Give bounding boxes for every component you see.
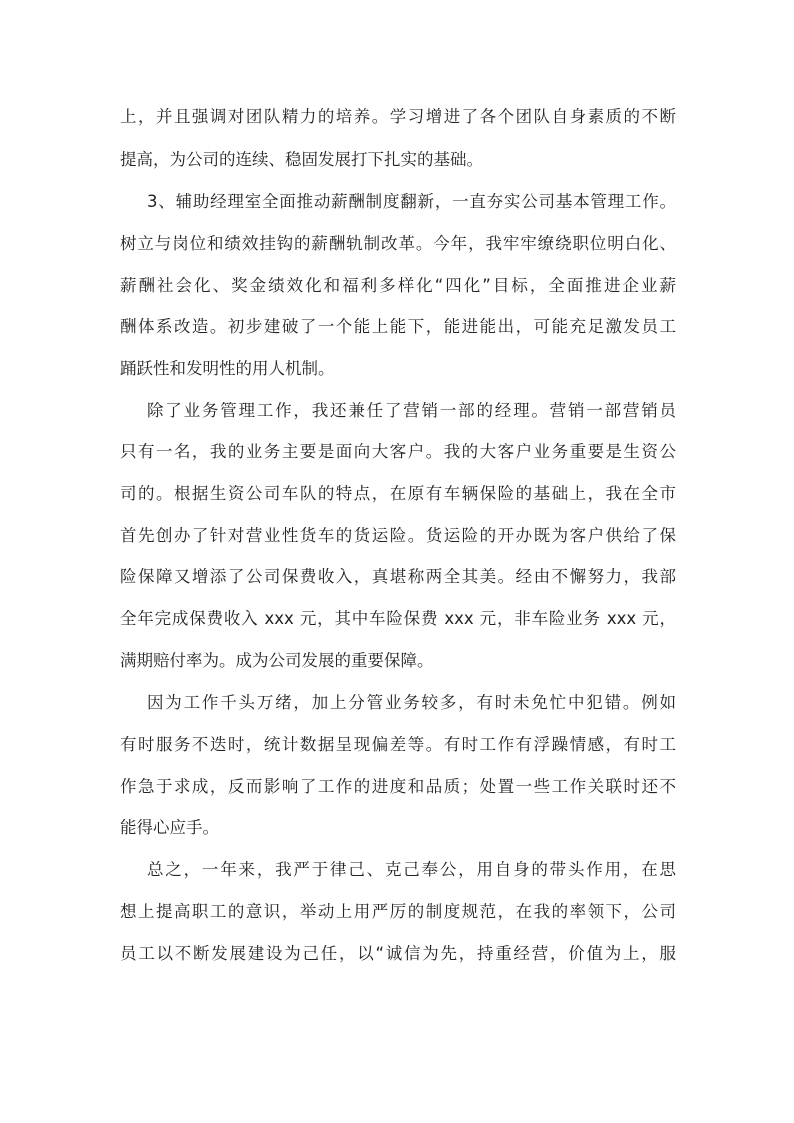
text-line: 除了业务管理工作，我还兼任了营销一部的经理。营销一部营销员 xyxy=(147,401,676,420)
text-line: 司的。根据生资公司车队的特点，在原有车辆保险的基础上，我在全市 xyxy=(120,484,676,503)
text-line: 踊跃性和发明性的用人机制。 xyxy=(120,359,335,378)
text-line: 薪酬社会化、奖金绩效化和福利多样化“四化”目标，全面推进企业薪 xyxy=(120,276,676,295)
text-line: 作急于求成，反而影响了工作的进度和品质；处置一些工作关联时还不 xyxy=(120,777,676,796)
text-line: 首先创办了针对营业性货车的货运险。货运险的开办既为客户供给了保 xyxy=(120,526,676,545)
text-line: 提高，为公司的连续、稳固发展打下扎实的基础。 xyxy=(120,150,483,169)
text-line: 酬体系改造。初步建破了一个能上能下，能进能出，可能充足激发员工 xyxy=(120,317,676,336)
text-line: 险保障又增添了公司保费收入，真堪称两全其美。经由不懈努力，我部 xyxy=(120,567,676,586)
text-line: 想上提高职工的意识，举动上用严厉的制度规范，在我的率领下，公司 xyxy=(120,902,676,921)
text-line: 3、辅助经理室全面推动薪酬制度翻新，一直夯实公司基本管理工作。 xyxy=(147,192,676,211)
text-line: 因为工作千头万绪，加上分管业务较多，有时未免忙中犯错。例如 xyxy=(147,693,676,712)
text-line: 满期赔付率为。成为公司发展的重要保障。 xyxy=(120,651,434,670)
text-line: 上，并且强调对团队精力的培养。学习增进了各个团队自身素质的不断 xyxy=(120,107,676,126)
text-line: 只有一名，我的业务主要是面向大客户。我的大客户业务重要是生资公 xyxy=(120,442,676,461)
text-line: 员工以不断发展建设为己任，以“诚信为先，持重经营，价值为上，服 xyxy=(120,944,676,963)
text-line: 能得心应手。 xyxy=(120,818,219,837)
text-line: 全年完成保费收入 xxx 元，其中车险保费 xxx 元，非车险业务 xxx 元， xyxy=(120,609,676,628)
text-line: 树立与岗位和绩效挂钩的薪酬轨制改革。今年，我牢牢缭绕职位明白化、 xyxy=(120,234,676,253)
text-line: 有时服务不迭时，统计数据呈现偏差等。有时工作有浮躁情感，有时工 xyxy=(120,735,676,754)
text-line: 总之，一年来，我严于律己、克己奉公，用自身的带头作用，在思 xyxy=(147,860,676,879)
